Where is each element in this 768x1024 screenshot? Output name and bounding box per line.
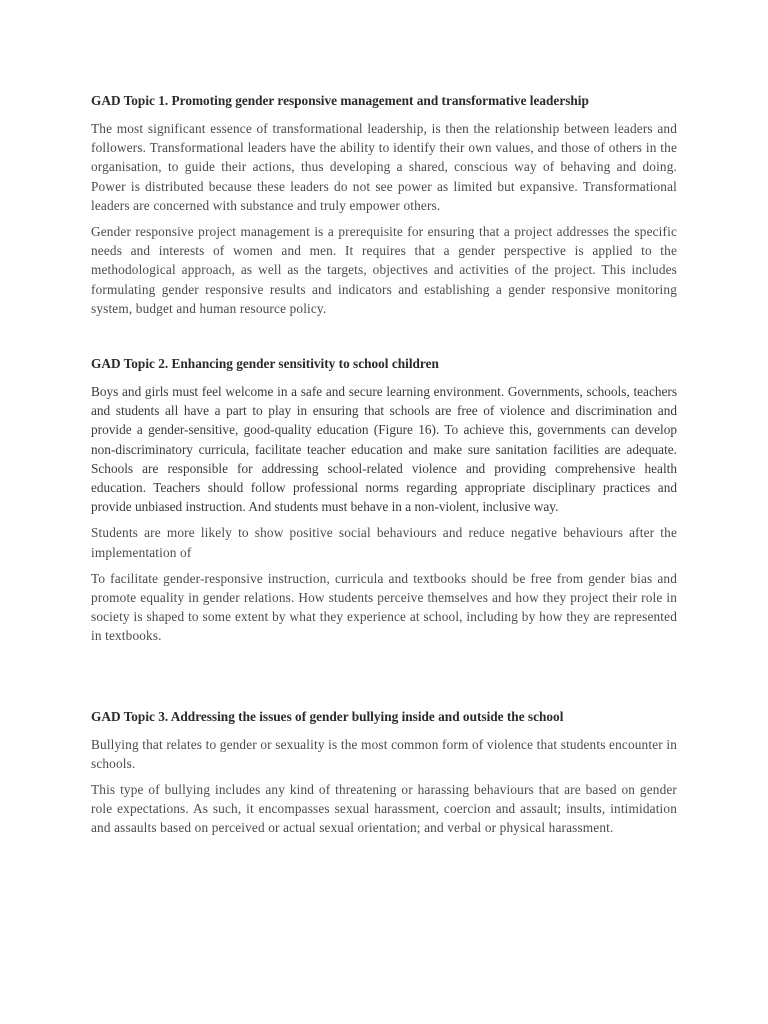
topic-2-paragraph-1: Boys and girls must feel welcome in a safe and secure learning environment. Governments, schools, teachers and students all have a part to play in ensuring that schools are free of violence and discrimination and provide a gender-sensitive, good-quality education (Figure 16). To achieve this, governments can develop non-discriminatory curricula, facilitate teacher education and make sure sanitation facilities are adequate. Schools are responsible for addressing school-related violence and providing comprehensive health education. Teachers should follow professional norms regarding appropriate disciplinary practices and provide unbiased instruction. And students must behave in a non-violent, inclusive way. [91,384,677,515]
topic-3-paragraph-1: Bullying that relates to gender or sexuality is the most common form of violence that students encounter in schools. [91,736,677,771]
topic-1-heading: GAD Topic 1. Promoting gender responsive management and transformative leadership [91,93,589,108]
topic-3-section [91,708,677,838]
topic-2-section [91,355,677,646]
document-page [91,92,677,845]
topic-2-heading: GAD Topic 2. Enhancing gender sensitivity to school children [91,356,439,372]
topic-3-heading: GAD Topic 3. Addressing the issues of gender bullying inside and outside the school [91,708,564,724]
topic-2-paragraph-3: To facilitate gender-responsive instruction, curricula and textbooks should be free from gender bias and promote equality in gender relations. How students perceive themselves and how they project their role in society is shaped to some extent by what they experience at school, including by how they are represented in textbooks. [91,570,677,644]
topic-1-section [91,92,677,318]
topic-3-paragraph-2: This type of bullying includes any kind of threatening or harassing behaviours that are based on gender role expectations. As such, it encompasses sexual harassment, coercion and assault; insults, intimidation and assaults based on perceived or actual sexual orientation; and verbal or physical harassment. [91,782,677,836]
section-spacer [91,325,677,355]
topic-1-paragraph-2: Gender responsive project management is a prerequisite for ensuring that a project addresses the specific needs and interests of women and men. It requires that a gender perspective is applied to the methodological approach, as well as the targets, objectives and activities of the project. This includes formulating gender responsive results and indicators and establishing a gender responsive monitoring system, budget and human resource policy. [91,224,677,316]
section-spacer [91,653,677,708]
topic-1-paragraph-1: The most significant essence of transformational leadership, is then the relationship between leaders and followers. Transformational leaders have the ability to identify their own values, and those of others in the organisation, to guide their actions, thus developing a shared, conscious way of behaving and doing. Power is distributed because these leaders do not see power as limited but expansive. Transformational leaders are concerned with substance and truly empower others. [91,121,677,213]
topic-2-paragraph-2: Students are more likely to show positive social behaviours and reduce negative behaviours after the implementation of [91,525,677,560]
